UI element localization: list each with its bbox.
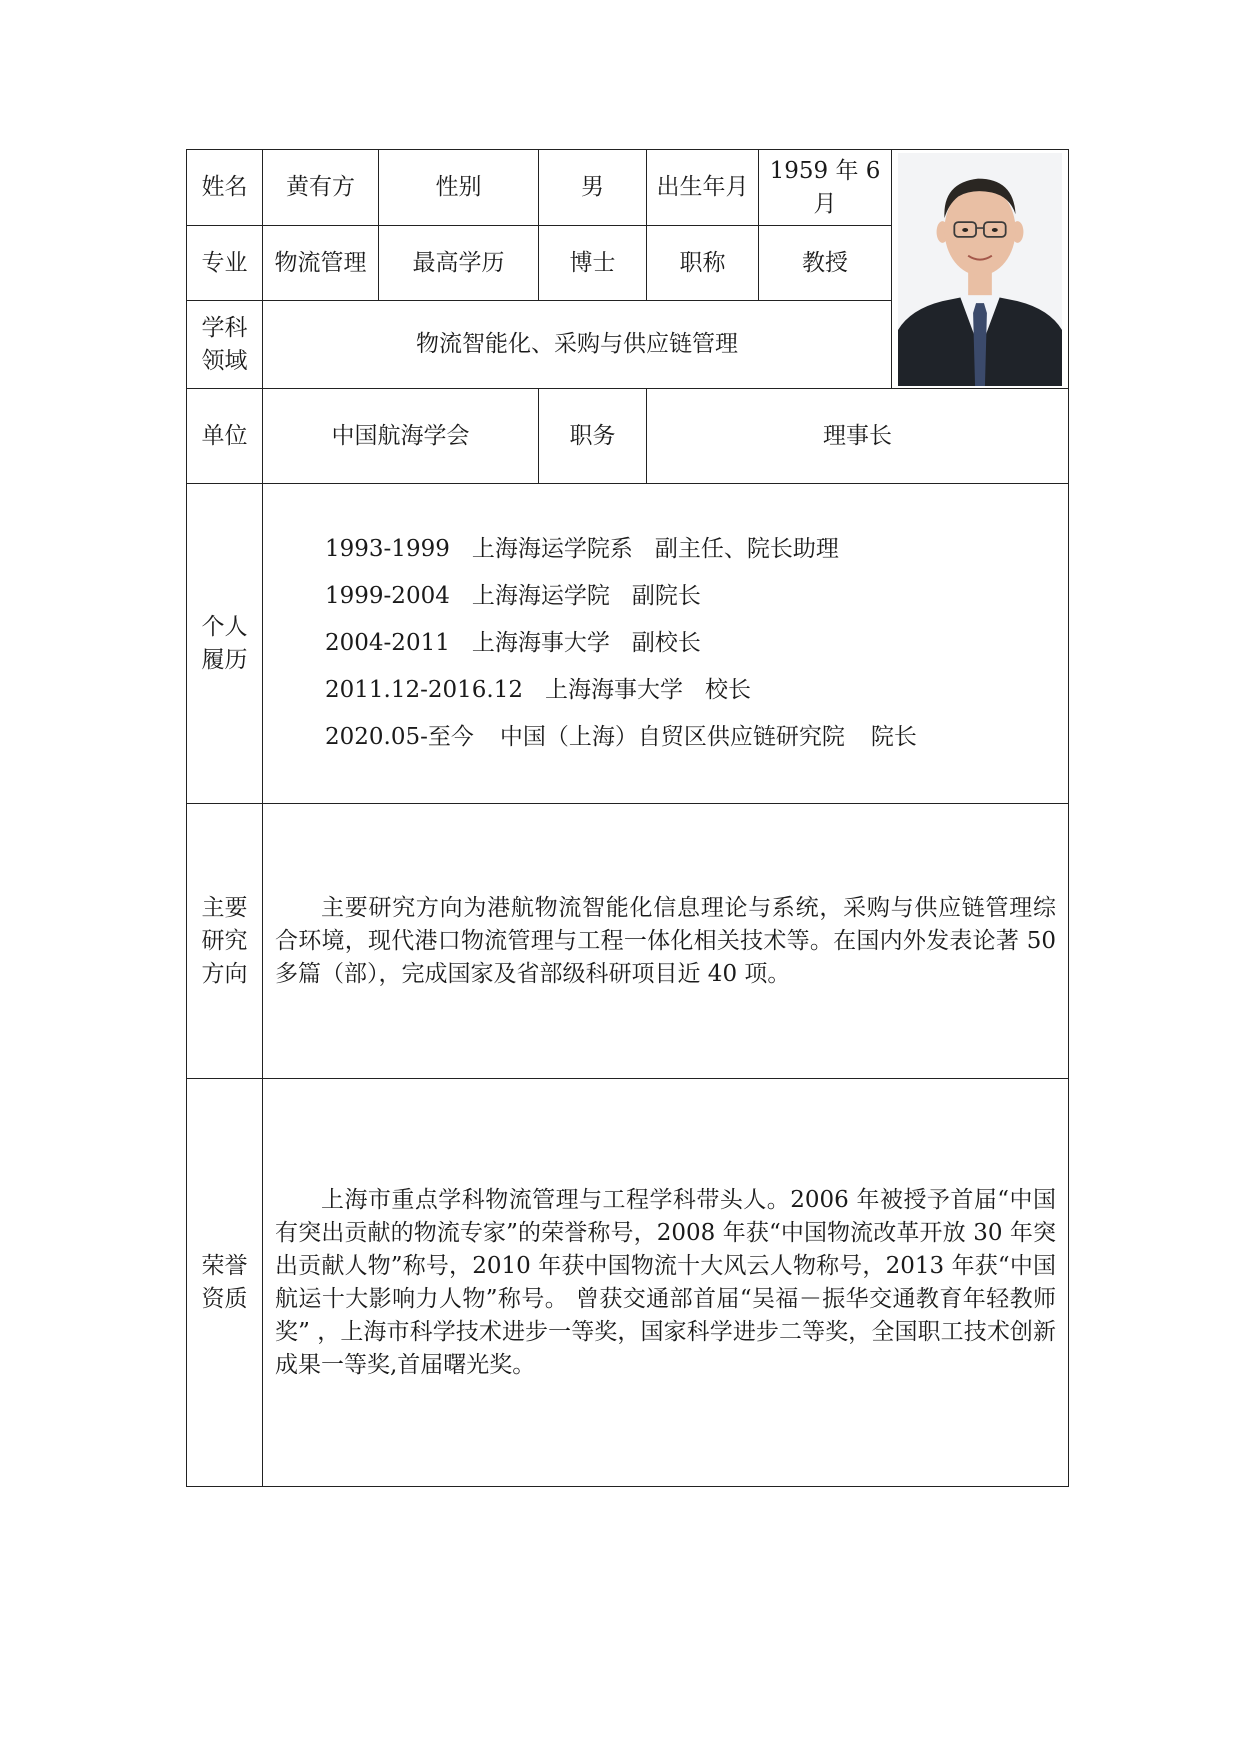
history-role: 副校长 — [631, 630, 701, 656]
photo-cell — [892, 150, 1069, 389]
history-org: 中国（上海）自贸区供应链研究院 — [499, 724, 845, 750]
history-org: 上海海运学院 — [471, 583, 610, 609]
history-org: 上海海运学院系 — [471, 536, 633, 562]
portrait-photo — [898, 153, 1062, 386]
position-label: 职务 — [539, 389, 647, 484]
history-period: 1993-1999 — [325, 536, 450, 562]
field-value: 物流智能化、采购与供应链管理 — [263, 301, 892, 389]
honors-text: 上海市重点学科物流管理与工程学科带头人。2006 年被授予首届“中国有突出贡献的物流专家”的荣誉称号，2008 年获“中国物流改革开放 30 年突出贡献人物”称号，2010 年获中国物流十大风云人物称号，2013 年获“中国航运十大影响力人物”称号。 曾获交通部首届“吴福－振华交通教育年轻教师奖” ，上海市科学技术进步一等奖，国家科学进步二等奖，全国职工技术创新成果一等奖,首届曙光奖。 — [275, 1186, 1056, 1378]
history-period: 2011.12-2016.12 — [325, 677, 523, 703]
birth-label: 出生年月 — [647, 150, 759, 226]
history-period: 2020.05-至今 — [325, 724, 474, 750]
gender-label: 性别 — [379, 150, 539, 226]
name-value: 黄有方 — [263, 150, 379, 226]
field-label: 学科领域 — [187, 301, 263, 389]
history-role: 副主任、院长助理 — [654, 536, 839, 562]
major-value: 物流管理 — [263, 226, 379, 301]
unit-label: 单位 — [187, 389, 263, 484]
honors-content — [263, 1079, 1069, 1487]
history-org: 上海海事大学 — [545, 677, 683, 703]
history-role: 副院长 — [631, 583, 701, 609]
gender-value: 男 — [539, 150, 647, 226]
research-content — [263, 804, 1069, 1079]
birth-value: 1959 年 6 月 — [759, 150, 892, 226]
name-label: 姓名 — [187, 150, 263, 226]
degree-label: 最高学历 — [379, 226, 539, 301]
history-period: 1999-2004 — [325, 583, 450, 609]
history-label: 个人履历 — [187, 484, 263, 804]
major-label: 专业 — [187, 226, 263, 301]
history-role: 院长 — [870, 724, 917, 750]
history-entry — [325, 714, 1062, 761]
title-label: 职称 — [647, 226, 759, 301]
position-value: 理事长 — [647, 389, 1069, 484]
honors-label: 荣誉资质 — [187, 1079, 263, 1487]
history-entry — [325, 573, 1062, 620]
history-list — [263, 484, 1069, 804]
history-role: 校长 — [705, 677, 751, 703]
history-entry — [325, 667, 1062, 714]
history-period: 2004-2011 — [325, 630, 450, 656]
degree-value: 博士 — [539, 226, 647, 301]
title-value: 教授 — [759, 226, 892, 301]
research-label: 主要研究方向 — [187, 804, 263, 1079]
unit-value: 中国航海学会 — [263, 389, 539, 484]
profile-table — [186, 149, 1069, 1487]
research-text: 主要研究方向为港航物流智能化信息理论与系统，采购与供应链管理综合环境，现代港口物流管理与工程一体化相关技术等。在国内外发表论著 50 多篇（部），完成国家及省部级科研项目近 40 项。 — [275, 894, 1056, 987]
history-org: 上海海事大学 — [471, 630, 610, 656]
history-entry — [325, 526, 1062, 573]
history-entry — [325, 620, 1062, 667]
